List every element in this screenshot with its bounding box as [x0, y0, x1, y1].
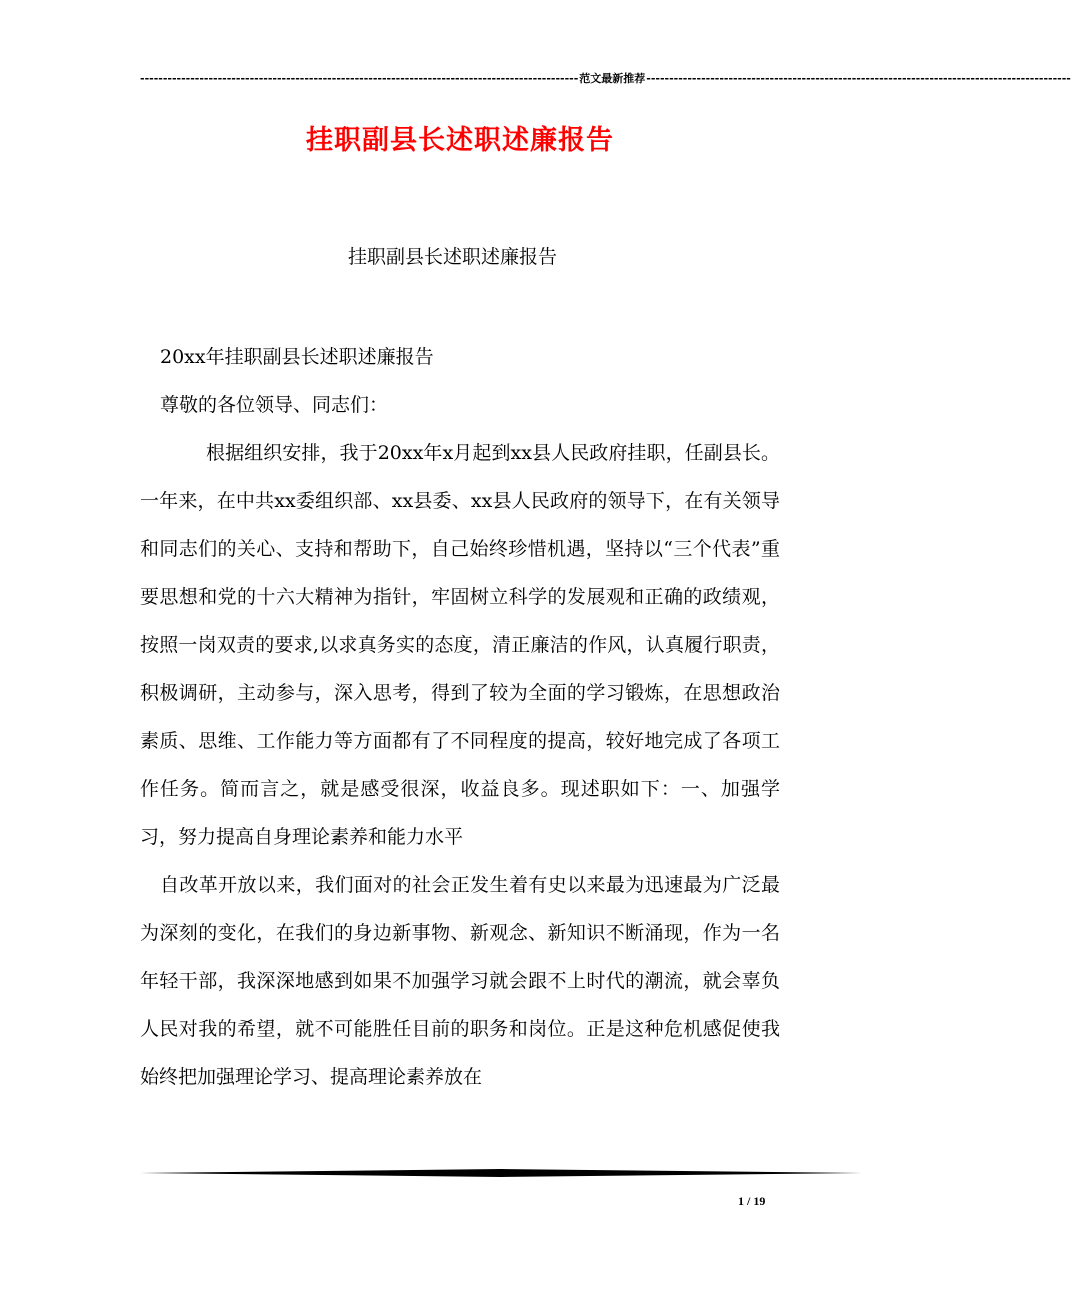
document-title: 挂职副县长述职述廉报告 — [306, 125, 614, 156]
salutation: 尊敬的各位领导、同志们： — [160, 394, 389, 416]
header-label: 范文最新推荐 — [579, 72, 646, 85]
report-heading-line: 20xx年挂职副县长述职述廉报告 — [160, 346, 434, 368]
body-paragraph-1: 根据组织安排，我于20xx年x月起到xx县人民政府挂职，任副县长。一年来，在中共xx委组织部、xx县委、xx县人民政府的领导下，在有关领导和同志们的关心、支持和帮助下，自己始终珍惜机遇，坚持以“三个代表”重要思想和党的十六大精神为指针，牢固树立科学的发展观和正确的政绩观，按照一岗双责的要求,以求真务实的态度，清正廉洁的作风，认真履行职责，积极调研，主动参与，深入思考，得到了较为全面的学习锻炼，在思想政治素质、思维、工作能力等方面都有了不同程度的提高，较好地完成了各项工作任务。简而言之，就是感受很深，收益良多。现述职如下：一、加强学习，努力提高自身理论素养和能力水平 — [140, 442, 780, 848]
header-dashes-right: --------------------------------------------------------------------------------------------- — [646, 71, 1071, 85]
page-header — [140, 68, 1071, 88]
document-body — [140, 333, 780, 1101]
header-dashes-left: ------------------------------------------------------------------------------------------------ — [140, 71, 579, 85]
body-paragraph-2: 自改革开放以来，我们面对的社会正发生着有史以来最为迅速最为广泛最为深刻的变化，在我们的身边新事物、新观念、新知识不断涌现，作为一名年轻干部，我深深地感到如果不加强学习就会跟不上时代的潮流，就会辜负人民对我的希望，就不可能胜任目前的职务和岗位。正是这种危机感促使我始终把加强理论学习、提高理论素养放在 — [140, 874, 780, 1088]
document-subtitle: 挂职副县长述职述廉报告 — [347, 246, 557, 268]
page-number: 1 / 19 — [738, 1194, 766, 1208]
footer-divider — [140, 1168, 862, 1178]
